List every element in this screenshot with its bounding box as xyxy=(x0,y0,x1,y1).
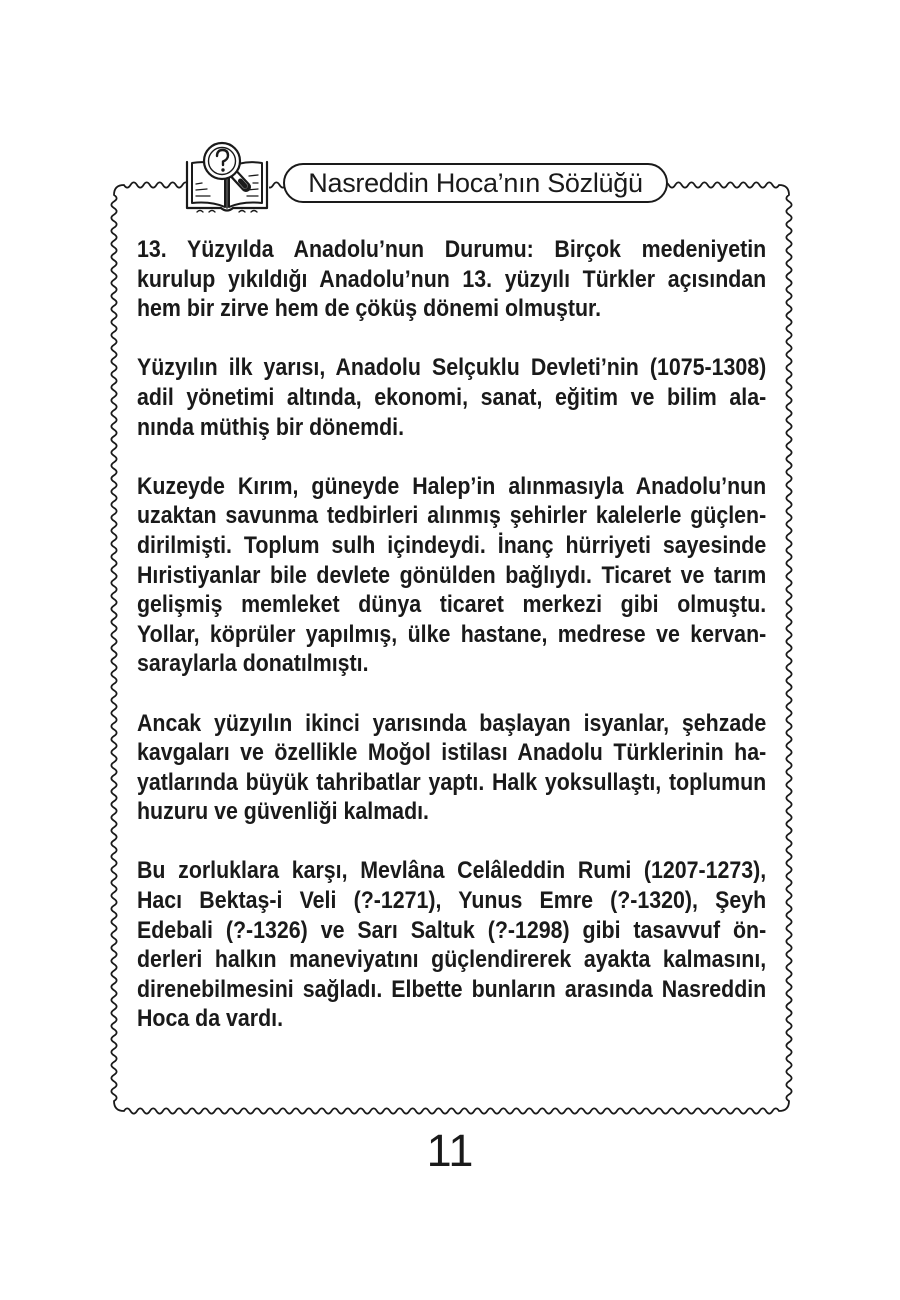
text-line: gelişmiş memleket dünya ticaret merkezi gibi olmuştu. xyxy=(137,591,767,619)
text-line: Hıristiyanlar bile devlete gönülden bağlıydı. Ticaret ve tarım xyxy=(137,561,767,589)
text-line: hem bir zirve hem de çöküş dönemi olmuştur. xyxy=(137,295,602,323)
text-line: kurulup yıkıldığı Anadolu’nun 13. yüzyılı Türkler açısından xyxy=(137,265,767,293)
question-mark-dot xyxy=(221,168,224,171)
text-line: huzuru ve güvenliği kalmadı. xyxy=(137,798,429,826)
text-line: Hoca da vardı. xyxy=(137,1005,284,1033)
text-line: adil yönetimi altında, ekonomi, sanat, eğitim ve bilim ala- xyxy=(137,383,767,411)
text-line: Ancak yüzyılın ikinci yarısında başlayan isyanlar, şehzade xyxy=(137,709,767,737)
text-line: uzaktan savunma tedbirleri alınmış şehirler kalelerle güçlen- xyxy=(137,502,767,530)
paragraph xyxy=(137,353,766,442)
text-line: Kuzeyde Kırım, güneyde Halep’in alınmasıyla Anadolu’nun xyxy=(137,472,767,500)
paragraph xyxy=(137,472,766,679)
text-line: derleri halkın maneviyatını güçlendirerek ayakta kalmasını, xyxy=(137,946,767,974)
magnifier-handle-grip xyxy=(241,181,246,186)
text-line: dirilmişti. Toplum sulh içindeydi. İnanç hürriyeti sayesinde xyxy=(137,531,767,559)
text-line: direnebilmesini sağladı. Elbette bunların arasında Nasreddin xyxy=(137,975,767,1003)
text-line: kavgaları ve özellikle Moğol istilası Anadolu Türklerinin ha- xyxy=(137,739,767,767)
text-line: saraylarla donatılmıştı. xyxy=(137,650,369,678)
text-line: Edebali (?-1326) ve Sarı Saltuk (?-1298) gibi tasavvuf ön- xyxy=(137,916,767,944)
text-line: 13. Yüzyılda Anadolu’nun Durumu: Birçok medeniyetin xyxy=(137,236,767,263)
paragraph xyxy=(137,235,766,324)
text-line: Yollar, köprüler yapılmış, ülke hastane, medrese ve kervan- xyxy=(137,620,767,648)
page-title: Nasreddin Hoca’nın Sözlüğü xyxy=(308,167,643,198)
body-text xyxy=(137,235,766,1064)
paragraph xyxy=(137,856,766,1034)
text-line: Bu zorluklara karşı, Mevlâna Celâleddin Rumi (1207-1273), xyxy=(137,857,767,885)
magnifier-question-book-icon xyxy=(183,140,273,218)
paragraph xyxy=(137,709,766,827)
page-number: 11 xyxy=(426,1125,474,1176)
text-line: nında müthiş bir dönemdi. xyxy=(137,413,404,441)
text-line: Yüzyılın ilk yarısı, Anadolu Selçuklu Devleti’nin (1075-1308) xyxy=(137,354,767,382)
text-line: yatlarında büyük tahribatlar yaptı. Halk yoksullaştı, toplumun xyxy=(137,768,767,796)
title-banner xyxy=(283,163,668,203)
text-line: Hacı Bektaş-i Veli (?-1271), Yunus Emre (?-1320), Şeyh xyxy=(137,887,767,915)
